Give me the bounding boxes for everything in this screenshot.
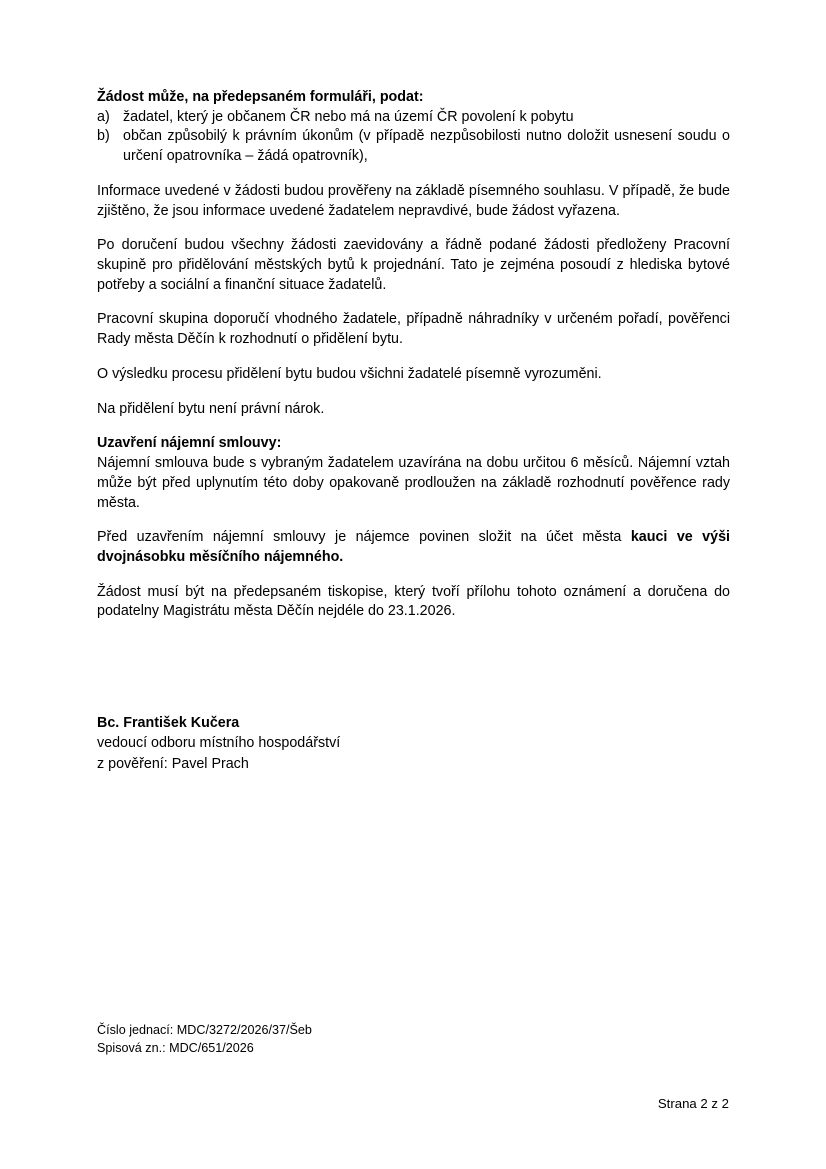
spacer — [97, 350, 730, 365]
spacer — [97, 419, 730, 434]
list-text-a: žadatel, který je občanem ČR nebo má na území ČR povolení k pobytu — [123, 108, 574, 125]
signatory-name: Bc. František Kučera — [97, 715, 240, 731]
spacer — [97, 568, 730, 583]
paragraph-contract-terms: Nájemní smlouva bude s vybraným žadatelem uzavírána na dobu určitou 6 měsíců. Nájemní vztah může být před uplynutím této doby opakovaně prodloužen na základě rozhodnutí pověřence rady města. — [97, 455, 730, 511]
spacer — [97, 167, 730, 182]
list-marker-b: b) — [97, 128, 110, 145]
paragraph-submission-deadline: Žádost musí být na předepsaném tiskopise, který tvoří přílohu tohoto oznámení a doručena do podatelny Magistrátu města Děčín nejdéle do 23.1.2026. — [97, 583, 730, 620]
paragraph-notification: O výsledku procesu přidělení bytu budou všichni žadatelé písemně vyrozuměni. — [97, 365, 602, 382]
signatory-position: vedoucí odboru místního hospodářství — [97, 735, 341, 752]
document-body — [97, 88, 730, 622]
list-text-b: občan způsobilý k právním úkonům (v případě nezpůsobilosti nutno doložit usnesení soudu o určení opatrovníka – žádá opatrovník), — [123, 128, 730, 165]
paragraph-recommendation: Pracovní skupina doporučí vhodného žadatele, případně náhradníky v určeném pořadí, pověřenci Rady města Děčín k rozhodnutí o přidělení bytu. — [97, 311, 730, 348]
spacer — [97, 513, 730, 528]
list-item — [97, 127, 730, 166]
spacer — [97, 385, 730, 400]
record-number: Spisová zn.: MDC/651/2026 — [97, 1040, 254, 1055]
paragraph-registration: Po doručení budou všechny žádosti zaevidovány a řádně podané žádosti předloženy Pracovní skupině pro přidělování městských bytů k projednání. Tato je zejména posoudí z hlediska bytové potřeby a sociální a finanční situace žadatelů. — [97, 237, 730, 293]
signatory-delegation: z pověření: Pavel Prach — [97, 755, 249, 772]
paragraph-no-claim: Na přidělení bytu není právní nárok. — [97, 400, 325, 417]
list-item — [97, 108, 730, 128]
deposit-text-plain: Před uzavřením nájemní smlouvy je nájemce povinen složit na účet města — [97, 529, 631, 546]
list-marker-a: a) — [97, 108, 110, 125]
section-heading-contract: Uzavření nájemní smlouvy: — [97, 435, 282, 452]
spacer — [97, 295, 730, 310]
file-number: Číslo jednací: MDC/3272/2026/37/Šeb — [97, 1023, 312, 1037]
deposit-text-bold: kauci ve výši dvojnásobku měsíčního nájemného. — [97, 529, 730, 565]
signature-block — [97, 713, 597, 774]
section-heading-application: Žádost může, na předepsaném formuláři, podat: — [97, 89, 424, 105]
spacer — [97, 221, 730, 236]
paragraph-deposit — [97, 528, 730, 567]
paragraph-verification: Informace uvedené v žádosti budou prověřeny na základě písemného souhlasu. V případě, že bude zjištěno, že jsou informace uvedené žadatelem nepravdivé, bude žádost vyřazena. — [97, 182, 730, 219]
page-number: Strana 2 z 2 — [657, 1096, 729, 1111]
reference-block — [97, 1022, 312, 1058]
